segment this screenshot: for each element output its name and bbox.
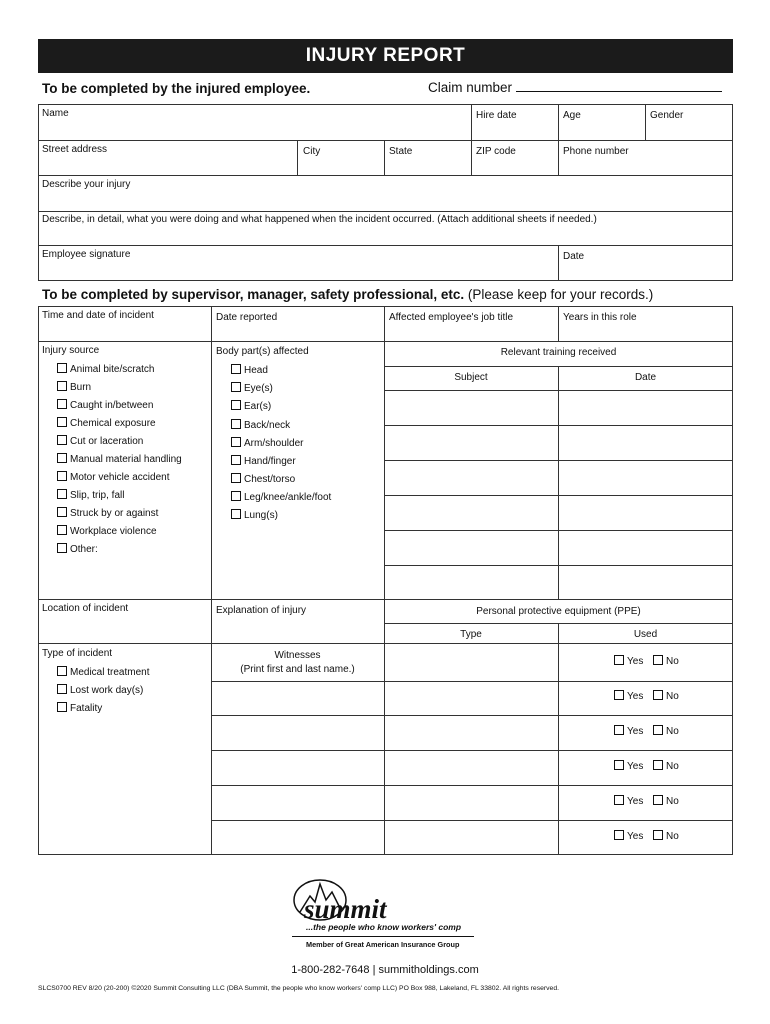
training-subject-header: Subject [454, 372, 488, 383]
divider [38, 245, 733, 246]
divider [384, 306, 385, 855]
checkbox[interactable] [57, 525, 67, 535]
incident-type-label: Type of incident [42, 648, 113, 659]
injury-source-option[interactable]: Cut or laceration [57, 435, 143, 447]
employee-grid [38, 104, 733, 281]
checkbox[interactable] [653, 795, 663, 805]
checkbox[interactable] [614, 760, 624, 770]
ppe-used-yes[interactable]: Yes [614, 830, 643, 842]
ppe-used-yes[interactable]: Yes [614, 690, 643, 702]
signature-date-label: Date [563, 251, 585, 262]
ppe-used-yes[interactable]: Yes [614, 655, 643, 667]
incident-type-option[interactable]: Lost work day(s) [57, 684, 143, 696]
checkbox[interactable] [57, 543, 67, 553]
phone-label: Phone number [563, 146, 629, 157]
checkbox[interactable] [614, 725, 624, 735]
checkbox[interactable] [57, 507, 67, 517]
supervisor-section-heading [42, 287, 653, 302]
logo-member: Member of Great American Insurance Group [306, 940, 460, 949]
ppe-used-no[interactable]: No [653, 655, 679, 667]
logo-rule [292, 936, 474, 937]
checkbox[interactable] [231, 455, 241, 465]
divider [384, 530, 733, 531]
explanation-label: Explanation of injury [216, 605, 307, 616]
divider [471, 104, 472, 175]
street-address-label: Street address [42, 144, 108, 155]
checkbox[interactable] [614, 795, 624, 805]
divider [38, 643, 733, 644]
divider [384, 140, 385, 175]
checkbox[interactable] [57, 453, 67, 463]
ppe-used-header: Used [633, 629, 658, 640]
injury-source-option[interactable]: Manual material handling [57, 453, 182, 465]
logo-wordmark: summit [304, 894, 387, 924]
checkbox[interactable] [57, 435, 67, 445]
body-parts-label: Body part(s) affected [216, 346, 309, 357]
witnesses-note: (Print first and last name.) [240, 664, 355, 675]
employee-section-heading: To be completed by the injured employee. [42, 81, 311, 96]
state-label: State [389, 146, 413, 157]
ppe-used-no[interactable]: No [653, 760, 679, 772]
checkbox[interactable] [231, 491, 241, 501]
checkbox[interactable] [614, 690, 624, 700]
ppe-used-yes[interactable]: Yes [614, 795, 643, 807]
signature-label: Employee signature [42, 249, 131, 260]
incident-type-option[interactable]: Fatality [57, 702, 102, 714]
divider [558, 245, 559, 281]
job-title-label: Affected employee's job title [389, 312, 514, 323]
supervisor-heading-text: To be completed by supervisor, manager, safety professional, etc. [42, 287, 465, 302]
checkbox[interactable] [231, 437, 241, 447]
checkbox[interactable] [57, 489, 67, 499]
body-part-option[interactable]: Chest/torso [231, 473, 295, 485]
checkbox[interactable] [231, 509, 241, 519]
divider [384, 390, 733, 391]
divider [211, 715, 733, 716]
body-part-option[interactable]: Eye(s) [231, 382, 273, 394]
divider [384, 366, 733, 367]
checkbox[interactable] [614, 830, 624, 840]
years-role-label: Years in this role [563, 312, 637, 323]
ppe-used-no[interactable]: No [653, 725, 679, 737]
checkbox[interactable] [57, 471, 67, 481]
divider [211, 785, 733, 786]
body-part-option[interactable]: Head [231, 364, 268, 376]
date-reported-label: Date reported [216, 312, 278, 323]
checkbox[interactable] [231, 419, 241, 429]
checkbox[interactable] [57, 666, 67, 676]
training-date-header: Date [634, 372, 657, 383]
describe-injury-label: Describe your injury [42, 179, 131, 190]
body-part-option[interactable]: Ear(s) [231, 400, 271, 412]
ppe-used-no[interactable]: No [653, 795, 679, 807]
injury-source-option[interactable]: Motor vehicle accident [57, 471, 170, 483]
divider [38, 211, 733, 212]
claim-number-line [516, 81, 722, 92]
body-part-option[interactable]: Leg/knee/ankle/foot [231, 491, 331, 503]
divider [211, 750, 733, 751]
divider [211, 306, 212, 855]
ppe-used-no[interactable]: No [653, 690, 679, 702]
body-part-option[interactable]: Back/neck [231, 419, 290, 431]
footer-legal: SLCS0700 REV 8/20 (20-200) ©2020 Summit Consulting LLC (DBA Summit, the people who know workers' comp LLC) PO Box 988, Lakeland, FL 33802. All rights reserved. [38, 985, 559, 992]
divider [38, 341, 733, 342]
divider [211, 820, 733, 821]
training-label: Relevant training received [500, 347, 617, 358]
checkbox[interactable] [653, 725, 663, 735]
ppe-used-no[interactable]: No [653, 830, 679, 842]
injury-source-option[interactable]: Other: [57, 543, 98, 555]
ppe-label: Personal protective equipment (PPE) [476, 606, 641, 617]
divider [384, 565, 733, 566]
divider [558, 306, 559, 341]
injury-source-option[interactable]: Slip, trip, fall [57, 489, 124, 501]
contact-line: 1-800-282-7648 | summitholdings.com [291, 964, 479, 976]
injury-source-option[interactable]: Chemical exposure [57, 417, 156, 429]
injury-source-option[interactable]: Animal bite/scratch [57, 363, 154, 375]
injury-source-label: Injury source [42, 345, 100, 356]
checkbox[interactable] [231, 473, 241, 483]
checkbox[interactable] [57, 702, 67, 712]
checkbox[interactable] [653, 690, 663, 700]
checkbox[interactable] [57, 399, 67, 409]
claim-number-label: Claim number [428, 80, 513, 95]
gender-label: Gender [650, 110, 684, 121]
divider [384, 460, 733, 461]
injury-source-option[interactable]: Caught in/between [57, 399, 153, 411]
witnesses-label: Witnesses [274, 650, 321, 661]
checkbox[interactable] [614, 655, 624, 665]
divider [38, 175, 733, 176]
location-label: Location of incident [42, 603, 129, 614]
divider [38, 599, 733, 600]
supervisor-heading-note: (Please keep for your records.) [467, 287, 654, 302]
checkbox[interactable] [653, 830, 663, 840]
checkbox[interactable] [57, 417, 67, 427]
checkbox[interactable] [231, 382, 241, 392]
divider [384, 623, 733, 624]
divider [384, 425, 733, 426]
divider [558, 104, 559, 175]
name-label: Name [42, 108, 69, 119]
time-date-label: Time and date of incident [42, 310, 154, 321]
checkbox[interactable] [231, 364, 241, 374]
describe-detail-label: Describe, in detail, what you were doing and what happened when the incident occurred. (Attach additional sheets if needed.) [42, 214, 597, 225]
divider [297, 140, 298, 175]
incident-type-option[interactable]: Medical treatment [57, 666, 149, 678]
body-part-option[interactable]: Lung(s) [231, 509, 278, 521]
checkbox[interactable] [231, 400, 241, 410]
summit-logo [288, 872, 488, 957]
checkbox[interactable] [653, 760, 663, 770]
divider [38, 140, 733, 141]
divider [211, 681, 733, 682]
age-label: Age [563, 110, 581, 121]
checkbox[interactable] [653, 655, 663, 665]
injury-source-option[interactable]: Burn [57, 381, 91, 393]
ppe-used-yes[interactable]: Yes [614, 760, 643, 772]
ppe-used-yes[interactable]: Yes [614, 725, 643, 737]
hire-date-label: Hire date [476, 110, 517, 121]
divider [645, 104, 646, 140]
injury-source-option[interactable]: Struck by or against [57, 507, 158, 519]
logo-tagline: ...the people who know workers' comp [306, 922, 462, 932]
body-part-option[interactable]: Hand/finger [231, 455, 296, 467]
divider [384, 495, 733, 496]
claim-number-field[interactable] [428, 80, 722, 95]
checkbox[interactable] [57, 381, 67, 391]
injury-source-option[interactable]: Workplace violence [57, 525, 157, 537]
zip-label: ZIP code [476, 146, 516, 157]
ppe-type-header: Type [460, 629, 482, 640]
city-label: City [303, 146, 321, 157]
supervisor-grid [38, 306, 733, 855]
body-part-option[interactable]: Arm/shoulder [231, 437, 303, 449]
checkbox[interactable] [57, 684, 67, 694]
checkbox[interactable] [57, 363, 67, 373]
form-title: INJURY REPORT [38, 39, 733, 73]
